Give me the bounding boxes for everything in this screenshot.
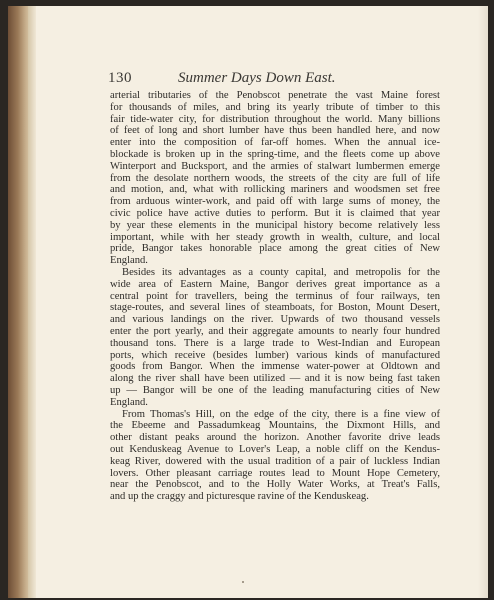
page-fore-edge <box>478 6 488 598</box>
text-line: blockade is broken up in the spring-time, and the fleets come up above <box>110 148 440 160</box>
text-line: up — Bangor will be one of the leading manufacturing cities of New <box>110 384 440 396</box>
text-line: Winterport and Bucksport, and the armies of stalwart lumbermen emerge <box>110 160 440 172</box>
text-line: England. <box>110 255 148 267</box>
text-line: from the desolate northern woods, the streets of the city are full of life <box>110 172 440 184</box>
page-number: 130 <box>108 70 132 86</box>
paragraph <box>110 90 440 267</box>
text-line: out Kenduskeag Avenue to Lover's Leap, a noble cliff on the Kendus- <box>110 443 440 455</box>
text-line: thousand tons. There is a large trade to West-Indian and European <box>110 337 440 349</box>
text-line: and up the craggy and picturesque ravine of the Kenduskeag. <box>110 491 369 503</box>
text-line: Besides its advantages as a county capital, and metropolis for the <box>122 266 440 278</box>
text-line: fair tide-water city, for distribution throughout the world. Many billions <box>110 113 440 125</box>
text-line: stage-routes, and several lines of steamboats, for Boston, Mount Desert, <box>110 302 440 314</box>
text-line: along the river shall have been utilized — and it is now being fast taken <box>110 373 440 385</box>
text-line: enter into the composition of far-off homes. When the annual ice- <box>110 137 440 149</box>
text-line: central point for travellers, being the terminus of four railways, ten <box>110 290 440 302</box>
text-line: From Thomas's Hill, on the edge of the city, there is a fine view of <box>122 408 440 420</box>
page-speck <box>242 581 244 583</box>
paragraph <box>110 409 440 503</box>
text-line: England. <box>110 396 148 408</box>
book-page <box>36 6 488 598</box>
text-line: arterial tributaries of the Penobscot penetrate the vast Maine forest <box>110 90 440 101</box>
text-line: ports, which receive (besides lumber) various kinds of manufactured <box>110 349 440 361</box>
body-text <box>110 90 440 503</box>
text-line: near the Penobscot, and to the Holly Water Works, at Treat's Falls, <box>110 479 440 491</box>
text-line: wide area of Eastern Maine, Bangor derives great importance as a <box>110 278 440 290</box>
text-line: of feet of long and short lumber have thus been handled here, and now <box>110 125 440 137</box>
running-title: Summer Days Down East. <box>178 70 336 86</box>
text-line: by year these elements in the municipal history become relatively less <box>110 219 440 231</box>
page-header <box>108 70 368 90</box>
text-line: lovers. Other pleasant carriage routes lead to Mount Hope Cemetery, <box>110 467 440 479</box>
text-line: from arduous winter-work, and paid off with large sums of money, the <box>110 196 440 208</box>
page-gutter <box>28 6 36 598</box>
text-line: civic police have active duties to perform. But it is claimed that year <box>110 207 440 219</box>
text-line: and various landings on the river. Upwards of two thousand vessels <box>110 314 440 326</box>
text-line: important, while with her steady growth in wealth, culture, and local <box>110 231 440 243</box>
paragraph <box>110 267 440 409</box>
text-line: for thousands of miles, and bring its yearly tribute of timber to this <box>110 101 440 113</box>
text-line: goods from Bangor. When the immense water-power at Oldtown and <box>110 361 440 373</box>
text-line: keag River, dowered with the usual tradition of a pair of luckless Indian <box>110 455 440 467</box>
text-line: pride, Bangor takes honorable place among the great cities of New <box>110 243 440 255</box>
text-line: and motion, and, what with rollicking mariners and woodsmen set free <box>110 184 440 196</box>
text-line: the Ebeeme and Passadumkeag Mountains, the Dixmont Hills, and <box>110 420 440 432</box>
text-line: enter the port yearly, and their aggregate amounts to nearly four hundred <box>110 325 440 337</box>
text-line: other distant peaks around the horizon. Another favorite drive leads <box>110 432 440 444</box>
book-spine <box>8 6 30 598</box>
